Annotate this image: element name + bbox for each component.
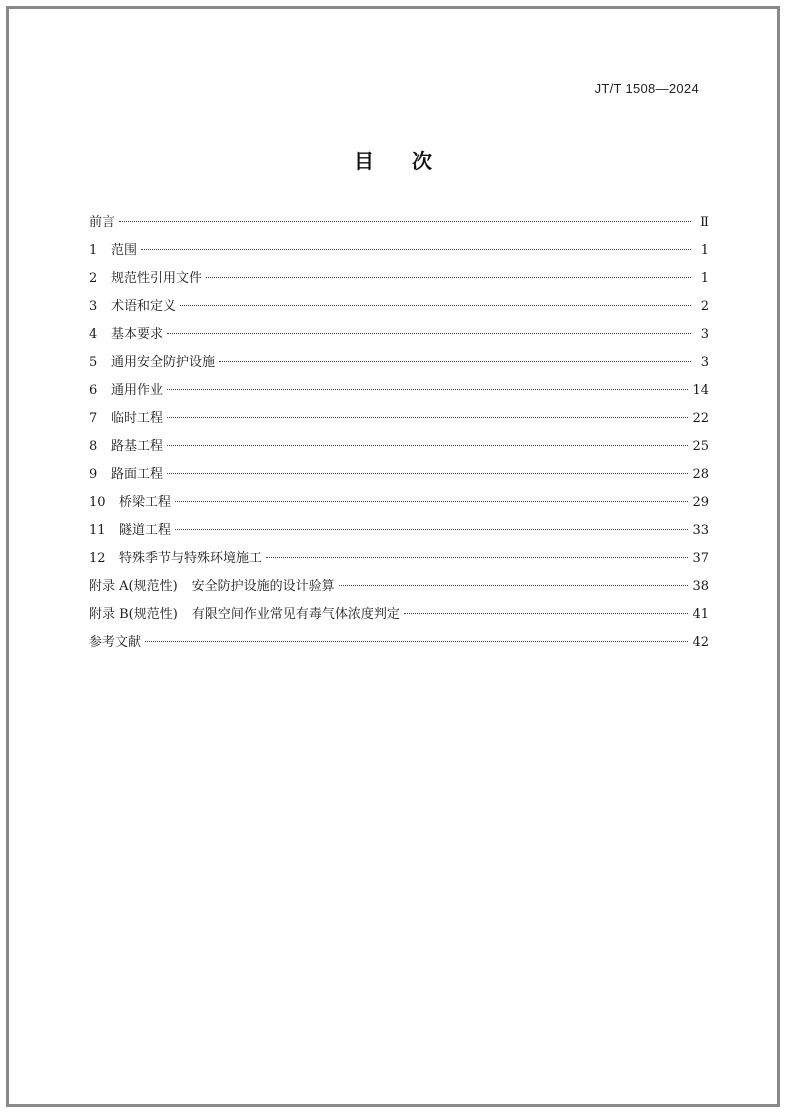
dot-leader [119,221,691,222]
toc-entry-page: 14 [692,383,709,398]
toc-entry-preface[interactable] [89,209,709,237]
toc-entry-label: 路面工程 [111,467,164,482]
toc-entry-page: 37 [692,551,709,566]
toc-entry-4[interactable] [89,321,709,349]
toc-entry-label: 范围 [111,243,138,258]
toc-entry-references[interactable] [89,629,709,657]
toc-entry-page: 42 [692,635,709,650]
toc-entry-number: 12 [89,551,106,566]
toc-entry-number: 附录 B(规范性) [89,607,178,622]
toc-entry-page: 2 [700,299,709,314]
toc-entry-number: 4 [89,327,98,342]
toc-entry-number: 5 [89,355,98,370]
toc-entry-number: 7 [89,411,98,426]
dot-leader [175,501,688,502]
dot-leader [167,445,688,446]
toc-entry-3[interactable] [89,293,709,321]
toc-entry-12[interactable] [89,545,709,573]
toc-entry-page: 1 [700,243,709,258]
toc-entry-number: 2 [89,271,98,286]
dot-leader [167,417,688,418]
toc-entry-number: 9 [89,467,98,482]
toc-entry-8[interactable] [89,433,709,461]
toc-entry-page: 33 [692,523,709,538]
dot-leader [167,473,688,474]
toc-entry-number: 6 [89,383,98,398]
dot-leader [167,389,688,390]
toc-entry-number: 10 [89,495,106,510]
toc-entry-page: 3 [700,355,709,370]
dot-leader [145,641,688,642]
dot-leader [404,613,689,614]
table-of-contents [89,209,709,657]
toc-entry-2[interactable] [89,265,709,293]
dot-leader [339,585,689,586]
toc-entry-number: 3 [89,299,98,314]
toc-entry-appendix-b[interactable] [89,601,709,629]
toc-entry-page: 29 [692,495,709,510]
dot-leader [219,361,691,362]
toc-entry-number: 附录 A(规范性) [89,579,178,594]
toc-entry-page: 3 [700,327,709,342]
document-page [6,6,780,1107]
toc-entry-11[interactable] [89,517,709,545]
toc-entry-page: Ⅱ [700,215,709,230]
toc-entry-number: 11 [89,523,106,538]
toc-entry-7[interactable] [89,405,709,433]
toc-entry-page: 22 [692,411,709,426]
toc-entry-number: 1 [89,243,98,258]
dot-leader [167,333,691,334]
toc-entry-label: 参考文献 [89,635,142,650]
toc-entry-label: 特殊季节与特殊环境施工 [119,551,263,566]
toc-entry-6[interactable] [89,377,709,405]
toc-entry-5[interactable] [89,349,709,377]
toc-entry-label: 安全防护设施的设计验算 [191,579,335,594]
toc-entry-number: 8 [89,439,98,454]
toc-entry-label: 通用作业 [111,383,164,398]
toc-entry-page: 38 [692,579,709,594]
toc-entry-label: 桥梁工程 [119,495,172,510]
toc-entry-label: 前言 [89,215,116,230]
dot-leader [206,277,691,278]
toc-entry-label: 规范性引用文件 [111,271,203,286]
dot-leader [175,529,688,530]
toc-title: 目次 [354,149,470,173]
toc-entry-label: 路基工程 [111,439,164,454]
dot-leader [266,557,688,558]
toc-entry-10[interactable] [89,489,709,517]
dot-leader [180,305,691,306]
toc-entry-label: 基本要求 [111,327,164,342]
toc-entry-label: 隧道工程 [119,523,172,538]
toc-entry-label: 术语和定义 [111,299,177,314]
toc-entry-appendix-a[interactable] [89,573,709,601]
document-code: JT/T 1508—2024 [594,81,699,96]
toc-entry-page: 25 [692,439,709,454]
toc-entry-1[interactable] [89,237,709,265]
toc-entry-page: 41 [692,607,709,622]
dot-leader [141,249,691,250]
toc-entry-label: 有限空间作业常见有毒气体浓度判定 [191,607,400,622]
toc-entry-9[interactable] [89,461,709,489]
toc-entry-label: 临时工程 [111,411,164,426]
toc-entry-label: 通用安全防护设施 [111,355,216,370]
toc-entry-page: 28 [692,467,709,482]
toc-entry-page: 1 [700,271,709,286]
